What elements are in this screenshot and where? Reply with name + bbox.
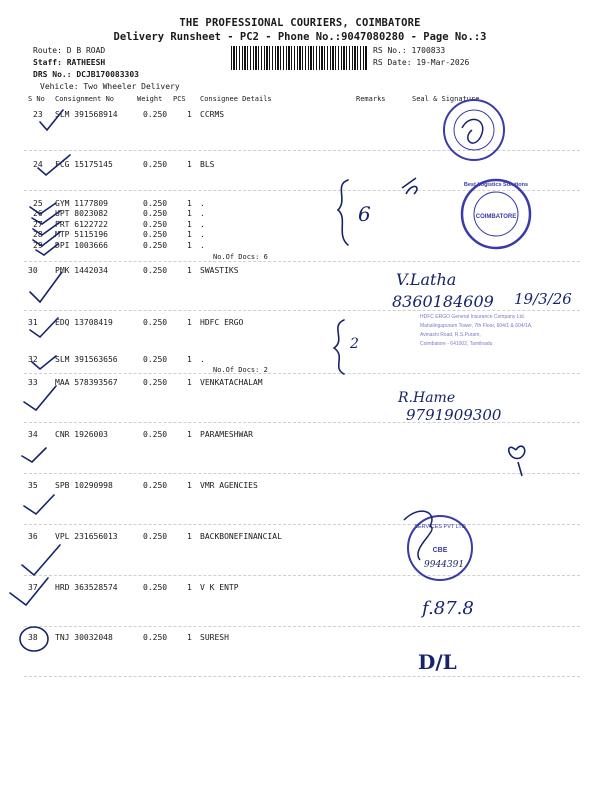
row-pcs: 1 <box>187 220 192 229</box>
row-sno: 38 <box>28 633 38 642</box>
row-consignment: SPB 10290998 <box>55 481 113 490</box>
row-consignee: . <box>200 220 205 229</box>
row-sno: 23 <box>33 110 43 119</box>
row-consignment: FCG 15175145 <box>55 160 113 169</box>
row-consignment: DPI 1003666 <box>55 241 108 250</box>
rs-date: RS Date: 19-Mar-2026 <box>373 58 470 67</box>
row-weight: 0.250 <box>143 355 168 364</box>
row-divider <box>24 310 580 311</box>
row-pcs: 1 <box>187 378 192 387</box>
stamp3-line: Avinashi Road, R.S.Puram, <box>420 332 481 338</box>
handwritten-count-2: 2 <box>350 336 359 352</box>
row-sno: 26 <box>33 209 43 218</box>
row-consignment: SLM 391568914 <box>55 110 118 119</box>
handwritten-count-1: 6 <box>358 202 371 226</box>
row-sno: 34 <box>28 430 38 439</box>
row-weight: 0.250 <box>143 209 168 218</box>
row-consignee: BACKBONEFINANCIAL <box>200 532 282 541</box>
row-pcs: 1 <box>187 583 192 592</box>
tick-mark <box>22 448 46 462</box>
row-divider <box>24 150 580 151</box>
row-consignee: HDFC ERGO <box>200 318 244 327</box>
stamp3-line: Coimbatore - 641002, Tamilnadu <box>420 341 493 347</box>
rs-number: RS No.: 1700833 <box>373 46 446 55</box>
row-sno: 33 <box>28 378 38 387</box>
stamp4-center: CBE <box>432 547 448 554</box>
row-pcs: 1 <box>187 209 192 218</box>
row-sno: 28 <box>33 230 43 239</box>
row-weight: 0.250 <box>143 160 168 169</box>
col-seal-signature: Seal & Signature <box>412 95 480 103</box>
tick-mark <box>30 272 62 302</box>
receiver5-note: D/L <box>418 650 457 674</box>
row-divider <box>24 373 580 374</box>
row-consignment: SLM 391563656 <box>55 355 118 364</box>
row-pcs: 1 <box>187 241 192 250</box>
row-consignee: V K ENTP <box>200 583 239 592</box>
col-pcs: PCS <box>173 95 186 103</box>
row-weight: 0.250 <box>143 220 168 229</box>
row-consignment: HRD 363528574 <box>55 583 118 592</box>
row-sno: 29 <box>33 241 43 250</box>
brace-mark <box>334 320 344 374</box>
receiver1-date: 19/3/26 <box>514 290 572 308</box>
row-divider <box>24 473 580 474</box>
row-sno: 27 <box>33 220 43 229</box>
row-consignee: . <box>200 230 205 239</box>
row-consignee: . <box>200 241 205 250</box>
row-weight: 0.250 <box>143 633 168 642</box>
row-sno: 35 <box>28 481 38 490</box>
row-divider <box>24 261 580 262</box>
row-pcs: 1 <box>187 318 192 327</box>
row-pcs: 1 <box>187 110 192 119</box>
row-divider <box>24 524 580 525</box>
row-consignment: MAA 578393567 <box>55 378 118 387</box>
docs-count-group1: No.Of Docs: 6 <box>213 253 268 261</box>
row-weight: 0.250 <box>143 583 168 592</box>
row-consignment: PMK 1442034 <box>55 266 108 275</box>
row-divider <box>24 575 580 576</box>
docs-count-group2: No.Of Docs: 2 <box>213 366 268 374</box>
row-pcs: 1 <box>187 230 192 239</box>
stamp2-ring-text: Best Logistics Solutions <box>463 182 529 188</box>
row-consignee: BLS <box>200 160 215 169</box>
col-weight: Weight <box>137 95 163 103</box>
row-weight: 0.250 <box>143 110 168 119</box>
row-consignee: . <box>200 355 205 364</box>
stamp3-line: Mahalingapuram Tower, 7th Floor, 604/1 & 604/1A, <box>420 323 533 329</box>
receiver2-phone: 9791909300 <box>406 406 502 424</box>
col-consignee: Consignee Details <box>200 95 272 103</box>
signature-scribbles <box>402 178 525 476</box>
row-consignment: GYM 1177809 <box>55 199 108 208</box>
round-stamp-1 <box>444 100 504 160</box>
row-consignee: CCRMS <box>200 110 225 119</box>
row-weight: 0.250 <box>143 430 168 439</box>
row-weight: 0.250 <box>143 532 168 541</box>
vehicle-label: Vehicle: Two Wheeler Delivery <box>40 82 180 91</box>
tick-mark <box>22 545 60 575</box>
receiver2-name: R.Hame <box>398 390 456 406</box>
row-consignment: UPT 8023082 <box>55 209 108 218</box>
row-divider <box>24 190 580 191</box>
receiver4-initials: f.87.8 <box>422 598 474 619</box>
row-sno: 30 <box>28 266 38 275</box>
col-sno: S No <box>28 95 45 103</box>
row-consignment: MTP 5115196 <box>55 230 108 239</box>
row-pcs: 1 <box>187 199 192 208</box>
row-pcs: 1 <box>187 430 192 439</box>
stamp4-ring-text: SERVICES PVT LTD <box>414 524 466 530</box>
row-consignment: EDQ 13708419 <box>55 318 113 327</box>
stamp3-line: HDFC ERGO General Insurance Company Ltd. <box>420 314 526 320</box>
tick-mark <box>24 386 56 410</box>
company-title: THE PROFESSIONAL COURIERS, COIMBATORE <box>179 17 421 29</box>
row-weight: 0.250 <box>143 481 168 490</box>
receiver1-name: V.Latha <box>396 270 457 289</box>
row-sno: 32 <box>28 355 38 364</box>
row-consignee: VMR AGENCIES <box>200 481 258 490</box>
staff-label: Staff: RATHEESH <box>33 58 106 67</box>
row-consignment: CNR 1926003 <box>55 430 108 439</box>
tick-mark <box>24 495 54 514</box>
row-sno: 24 <box>33 160 43 169</box>
row-pcs: 1 <box>187 532 192 541</box>
row-sno: 25 <box>33 199 43 208</box>
stamp2-center: COIMBATORE <box>475 214 517 220</box>
receiver3-phone: 9944391 <box>424 560 465 570</box>
row-weight: 0.250 <box>143 230 168 239</box>
rect-stamp-3 <box>420 314 532 347</box>
row-pcs: 1 <box>187 481 192 490</box>
row-consignee: PARAMESHWAR <box>200 430 253 439</box>
row-consignee: SURESH <box>200 633 229 642</box>
row-consignee: SWASTIKS <box>200 266 239 275</box>
row-consignee: . <box>200 209 205 218</box>
row-divider <box>24 676 580 677</box>
row-weight: 0.250 <box>143 266 168 275</box>
row-sno: 37 <box>28 583 38 592</box>
runsheet-subtitle: Delivery Runsheet - PC2 - Phone No.:9047080280 - Page No.:3 <box>113 31 487 43</box>
row-weight: 0.250 <box>143 318 168 327</box>
row-consignment: VPL 231656013 <box>55 532 118 541</box>
row-weight: 0.250 <box>143 378 168 387</box>
row-pcs: 1 <box>187 160 192 169</box>
row-weight: 0.250 <box>143 199 168 208</box>
row-weight: 0.250 <box>143 241 168 250</box>
row-pcs: 1 <box>187 266 192 275</box>
row-divider <box>24 626 580 627</box>
col-consignment: Consignment No <box>55 95 115 103</box>
row-pcs: 1 <box>187 633 192 642</box>
row-consignee: . <box>200 199 205 208</box>
route-label: Route: D B ROAD <box>33 46 106 55</box>
row-sno: 31 <box>28 318 38 327</box>
drs-number: DRS No.: DCJB170083303 <box>33 70 139 79</box>
col-remarks: Remarks <box>356 95 386 103</box>
drs-barcode <box>231 46 367 70</box>
row-pcs: 1 <box>187 355 192 364</box>
row-consignment: PRT 6122722 <box>55 220 108 229</box>
row-consignment: TNJ 30032048 <box>55 633 113 642</box>
receiver1-phone: 8360184609 <box>392 292 494 311</box>
row-sno: 36 <box>28 532 38 541</box>
row-consignee: VENKATACHALAM <box>200 378 263 387</box>
